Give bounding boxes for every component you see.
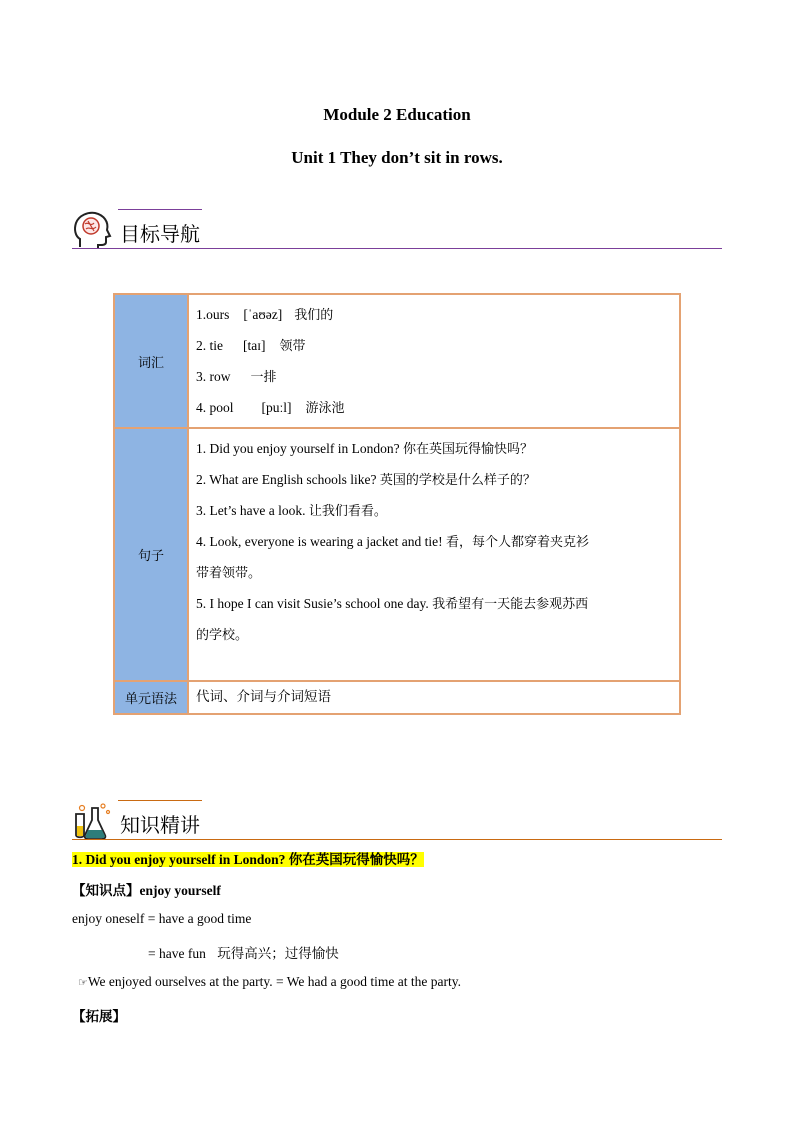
vocab-word: 3. row — [196, 369, 231, 384]
grammar-content — [188, 681, 680, 714]
sentences-category: 句子 — [114, 428, 188, 681]
knowledge-heading: 1. Did you enjoy yourself in London? 你在英国玩得愉快吗？ — [72, 852, 424, 868]
vocab-ipa: [taɪ] — [243, 338, 266, 353]
vocab-content — [188, 294, 680, 428]
vocab-word: 1.ours — [196, 307, 230, 322]
unit-title: Unit 1 They don’t sit in rows. — [291, 148, 503, 167]
section-title: 知识精讲 — [120, 813, 200, 837]
section-divider — [72, 839, 722, 840]
point-text: enjoy yourself — [139, 883, 221, 898]
vocab-category: 词汇 — [114, 294, 188, 428]
vocab-item — [196, 299, 673, 330]
goals-table — [113, 293, 681, 715]
vocab-item — [196, 330, 673, 361]
sentence-line: 带着领带。 — [196, 566, 262, 581]
module-title: Module 2 Education — [323, 105, 471, 124]
example-sentence: ☞We enjoyed ourselves at the party. = We had a good time at the party. — [78, 974, 461, 989]
header-accent-line — [118, 209, 202, 210]
section-header-knowledge — [72, 800, 722, 840]
vocab-word: 2. tie — [196, 338, 223, 353]
grammar-row — [114, 681, 680, 714]
point-label: 【知识点】 — [72, 883, 140, 899]
sentence-line: 2. What are English schools like? 英国的学校是什么样子的？ — [196, 472, 536, 488]
sentence-line: 5. I hope I can visit Susie’s school one day. 我希望有一天能去参观苏西 — [196, 596, 589, 612]
vocab-row — [114, 294, 680, 428]
grammar-category: 单元语法 — [114, 681, 188, 714]
section-title: 目标导航 — [120, 222, 200, 246]
sentence-line: 1. Did you enjoy yourself in London? 你在英国玩得愉快吗？ — [196, 441, 533, 457]
brain-head-icon — [72, 211, 112, 249]
section-divider — [72, 248, 722, 249]
vocab-meaning: 一排 — [250, 370, 277, 385]
vocab-ipa: [puːl] — [261, 400, 292, 415]
sentences-row — [114, 428, 680, 681]
sentence-line: 4. Look, everyone is wearing a jacket and tie! 看，每个人都穿着夹克衫 — [196, 534, 590, 550]
vocab-meaning: 我们的 — [294, 308, 334, 323]
lab-flask-icon — [72, 802, 112, 840]
vocab-item — [196, 392, 673, 423]
header-accent-line — [118, 800, 202, 801]
definition-line: enjoy oneself = have a good time — [72, 911, 252, 926]
vocab-ipa: [ˈaʊəz] — [243, 307, 283, 322]
section-header-goals — [72, 209, 722, 249]
sentences-content — [188, 428, 680, 681]
definition-line: = have fun 玩得高兴；过得愉快 — [148, 946, 339, 962]
vocab-meaning: 领带 — [279, 339, 306, 354]
knowledge-point — [72, 879, 221, 899]
sentence-line: 的学校。 — [196, 628, 249, 643]
pointing-hand-icon: ☞ — [78, 977, 88, 989]
vocab-meaning: 游泳池 — [305, 401, 345, 416]
vocab-item — [196, 361, 673, 392]
vocab-word: 4. pool — [196, 400, 234, 415]
expand-label: 【拓展】 — [72, 1009, 126, 1025]
grammar-text: 代词、介词与介词短语 — [196, 689, 331, 705]
sentence-line: 3. Let’s have a look. 让我们看看。 — [196, 503, 387, 519]
